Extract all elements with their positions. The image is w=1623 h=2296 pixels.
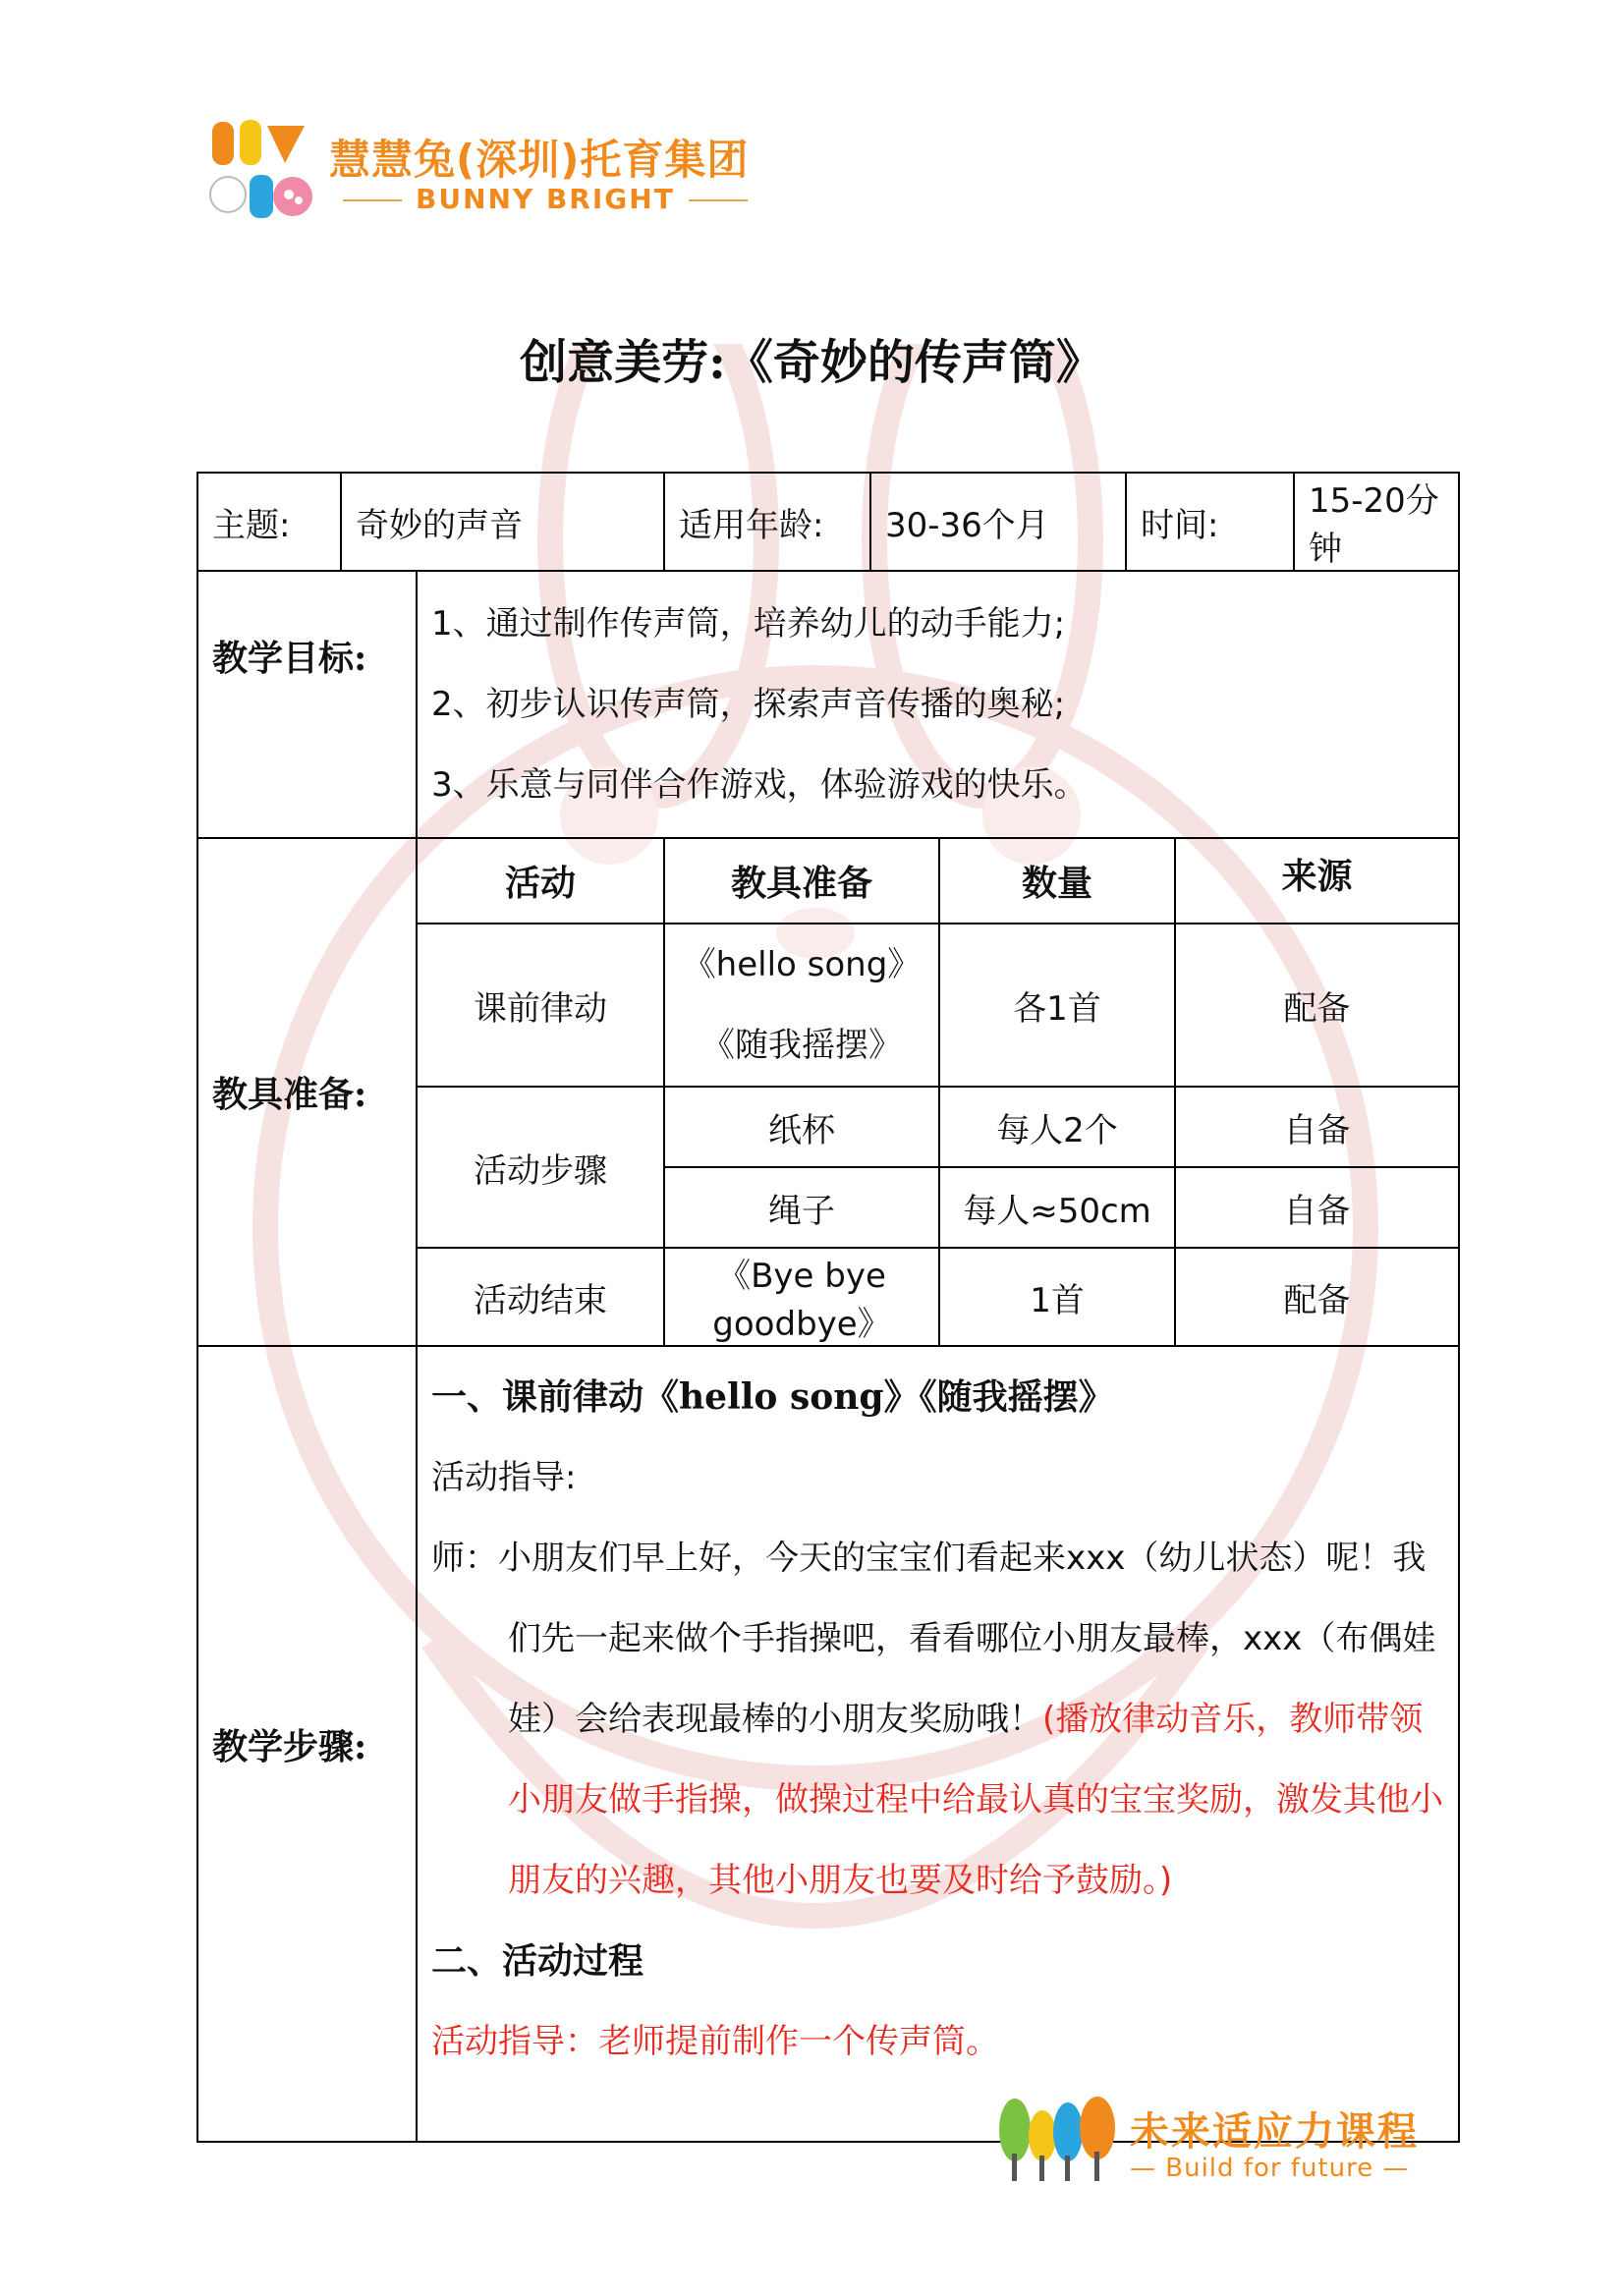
page-title: 创意美劳:《奇妙的传声筒》	[520, 335, 1103, 390]
time-value: 15-20分钟	[1294, 473, 1459, 571]
steps-content	[417, 1346, 1459, 2142]
age-label: 适用年龄:	[664, 473, 870, 571]
goals-row	[197, 571, 1459, 838]
qty-cup: 每人2个	[939, 1087, 1175, 1167]
qty-songs: 各1首	[939, 924, 1175, 1087]
section2-guide: 活动指导：老师提前制作一个传声筒。	[431, 2022, 999, 2061]
info-row	[197, 473, 1459, 571]
footer-subtitle: — Build for future —	[1130, 2154, 1410, 2183]
col-activity: 活动	[417, 838, 664, 924]
activity-warmup: 课前律动	[417, 924, 664, 1087]
col-qty: 数量	[939, 838, 1175, 924]
item-goodbye-song: 《Bye bye goodbye》	[664, 1248, 939, 1346]
teacher-script: 师：小朋友们早上好，今天的宝宝们看起来xxx（幼儿状态）呢！我们先一起来做个手指操吧，看看哪位小朋友最棒，xxx（布偶娃娃）会给表现最棒的小朋友奖励哦！(播放律动音乐，教师带领小朋友做手指操，做操过程中给最认真的宝宝奖励，激发其他小朋友的兴趣，其他小朋友也要及时给予鼓励。)	[431, 1539, 1443, 1900]
goals-list	[417, 571, 1459, 838]
bunny-logo-icon	[206, 116, 314, 224]
item-rope: 绳子	[664, 1167, 939, 1248]
section-title: 二、活动过程	[431, 1940, 644, 1982]
trees-logo-icon	[997, 2093, 1120, 2186]
goal-item: 3、乐意与同伴合作游戏，体验游戏的快乐。	[431, 765, 1088, 805]
col-source: 来源	[1175, 838, 1459, 924]
time-label: 时间:	[1126, 473, 1294, 571]
materials-header-row	[197, 838, 1459, 924]
brand-name: 慧慧兔(深圳)托育集团	[329, 136, 750, 184]
source-cup: 自备	[1175, 1087, 1459, 1167]
item-songs: 《hello song》 《随我摇摆》	[664, 924, 939, 1087]
activity-end: 活动结束	[417, 1248, 664, 1346]
activity-steps: 活动步骤	[417, 1087, 664, 1248]
footer-title: 未来适应力课程	[1130, 2109, 1419, 2155]
age-value: 30-36个月	[870, 473, 1126, 571]
qty-rope: 每人≈50cm	[939, 1167, 1175, 1248]
goals-label: 教学目标:	[197, 571, 417, 838]
section-title: 一、课前律动《hello song》《随我摇摆》	[431, 1376, 1114, 1418]
goal-item: 1、通过制作传声筒，培养幼儿的动手能力;	[431, 604, 1066, 644]
teacher-note: (播放律动音乐，教师带领小朋友做手指操，做操过程中给最认真的宝宝奖励，激发其他小朋友的兴趣，其他小朋友也要及时给予鼓励。)	[508, 1700, 1443, 1900]
goal-item: 2、初步认识传声筒，探索声音传播的奥秘;	[431, 685, 1066, 724]
materials-label: 教具准备:	[197, 838, 417, 1346]
lesson-plan-table	[196, 472, 1460, 2143]
topic-value: 奇妙的声音	[341, 473, 664, 571]
brand-tagline: BUNNY BRIGHT	[329, 183, 761, 215]
qty-goodbye-song: 1首	[939, 1248, 1175, 1346]
item-cup: 纸杯	[664, 1087, 939, 1167]
source-rope: 自备	[1175, 1167, 1459, 1248]
steps-row	[197, 1346, 1459, 2142]
source-songs: 配备	[1175, 924, 1459, 1087]
source-goodbye-song: 配备	[1175, 1248, 1459, 1346]
topic-label: 主题:	[197, 473, 341, 571]
guide-label: 活动指导:	[431, 1458, 577, 1497]
steps-label: 教学步骤:	[197, 1346, 417, 2142]
col-item: 教具准备	[664, 838, 939, 924]
